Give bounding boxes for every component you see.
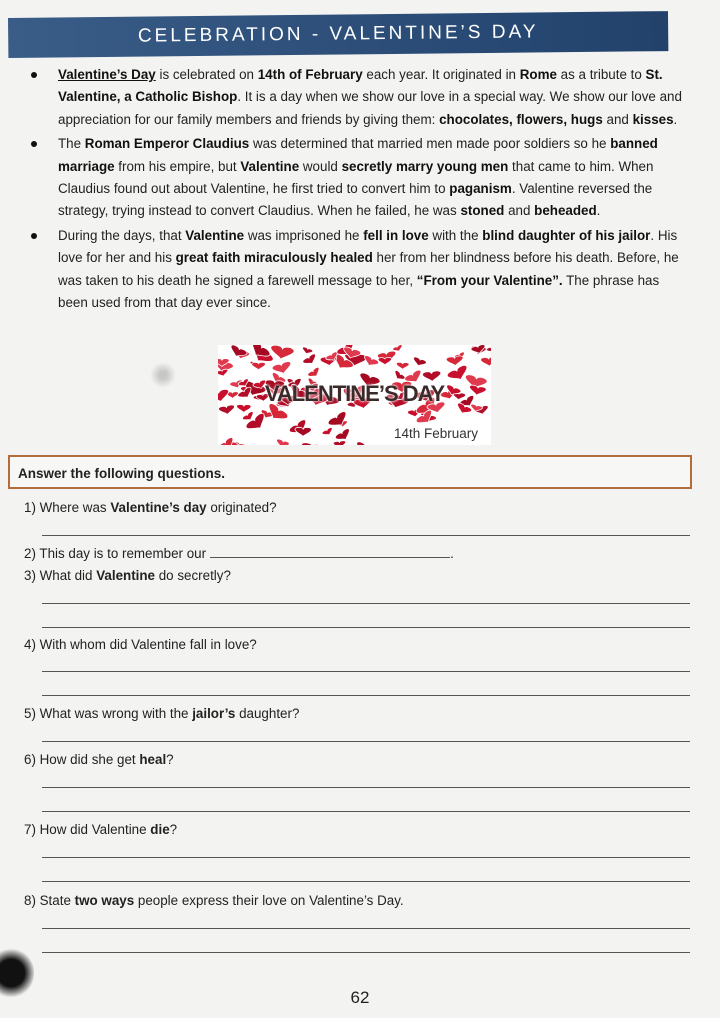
text-fragment: was determined that married men made poor soldiers so he bbox=[249, 136, 611, 152]
question-4 bbox=[24, 637, 257, 652]
text-fragment: daughter? bbox=[235, 706, 300, 721]
text-fragment: Roman Emperor Claudius bbox=[84, 136, 250, 152]
heart-shape bbox=[480, 357, 491, 368]
heart-shape bbox=[218, 369, 229, 378]
bullet-list bbox=[28, 64, 688, 314]
text-fragment: 4) With whom did Valentine fall in love? bbox=[24, 637, 257, 652]
answer-line[interactable] bbox=[42, 928, 690, 929]
text-fragment: would bbox=[299, 158, 342, 174]
text-fragment: die bbox=[150, 822, 170, 837]
answer-line[interactable] bbox=[42, 952, 690, 953]
question-3 bbox=[24, 568, 231, 583]
text-fragment: Rome bbox=[519, 67, 557, 82]
text-fragment: secretly marry young men bbox=[341, 158, 509, 174]
page-title: CELEBRATION - VALENTINE’S DAY bbox=[137, 21, 539, 47]
answer-line[interactable] bbox=[42, 741, 690, 742]
text-fragment: Valentine bbox=[240, 158, 300, 174]
text-fragment: banned marriage bbox=[58, 136, 658, 174]
text-fragment: The bbox=[58, 136, 85, 152]
text-fragment: two ways bbox=[74, 893, 135, 908]
text-fragment: “From your Valentine”. bbox=[416, 272, 563, 288]
text-fragment: jailor’s bbox=[192, 706, 236, 721]
question-7 bbox=[24, 822, 177, 837]
text-fragment: kisses bbox=[632, 111, 674, 127]
text-fragment: During the days, that bbox=[58, 227, 186, 243]
text-fragment: blind daughter of his jailor bbox=[482, 227, 651, 243]
text-fragment: chocolates, flowers, hugs bbox=[439, 111, 603, 127]
bullet-paragraph-2 bbox=[28, 133, 688, 223]
heart-shape bbox=[302, 353, 319, 368]
heart-shape bbox=[300, 442, 323, 445]
text-fragment: . bbox=[596, 203, 601, 219]
valentines-hearts-image bbox=[218, 345, 491, 445]
heart-shape bbox=[486, 345, 491, 354]
text-fragment: from his empire, but bbox=[114, 158, 241, 174]
text-fragment: fell in love bbox=[363, 227, 429, 243]
text-fragment: 8) State bbox=[24, 893, 75, 908]
answer-line[interactable] bbox=[42, 857, 690, 858]
text-fragment: Valentine’s Day bbox=[58, 67, 156, 82]
bullet-paragraph-3 bbox=[28, 225, 688, 315]
heart-shape bbox=[252, 362, 266, 370]
text-fragment: . His love for her and his bbox=[58, 227, 678, 266]
text-fragment: . Valentine reversed the strategy, trying instead to convert Claudius. When he failed, he was bbox=[58, 181, 653, 219]
text-fragment: as a tribute to bbox=[556, 67, 646, 82]
heart-shape bbox=[353, 441, 375, 445]
heart-shape bbox=[378, 357, 392, 365]
heart-shape bbox=[295, 427, 312, 437]
text-fragment: and bbox=[602, 111, 633, 127]
text-fragment: ? bbox=[166, 752, 174, 767]
text-fragment: St. Valentine, a Catholic Bishop bbox=[58, 67, 663, 105]
text-fragment: 3) What did bbox=[24, 568, 97, 583]
answer-line[interactable] bbox=[42, 627, 690, 628]
fill-in-blank[interactable] bbox=[210, 545, 450, 558]
text-fragment: The phrase has been used from that day ever since. bbox=[58, 272, 660, 311]
heart-shape bbox=[301, 346, 313, 355]
text-fragment: 7) How did Valentine bbox=[24, 822, 151, 837]
answer-line[interactable] bbox=[42, 787, 690, 788]
question-6 bbox=[24, 752, 174, 767]
text-fragment: was imprisoned he bbox=[244, 227, 364, 243]
answer-line[interactable] bbox=[42, 603, 690, 604]
heart-shape bbox=[411, 356, 427, 368]
scan-smudge bbox=[150, 362, 176, 388]
text-fragment: 2) This day is to remember our bbox=[24, 546, 207, 561]
text-fragment: do secretly? bbox=[155, 568, 231, 583]
heart-shape bbox=[322, 427, 335, 438]
text-fragment: people express their love on Valentine’s Day. bbox=[134, 893, 404, 908]
text-fragment: . It is a day when we show our love in a special way. We show our love and appreciation for our family members and friends by giving them: bbox=[58, 89, 682, 127]
heart-shape bbox=[396, 362, 409, 370]
heart-shape bbox=[275, 438, 290, 445]
answer-line[interactable] bbox=[42, 671, 690, 672]
questions-header: Answer the following questions. bbox=[18, 466, 226, 481]
text-fragment: that came to him. When Claudius found out about Valentine, he first tried to convert him to bbox=[58, 158, 654, 197]
questions-header-box bbox=[8, 455, 692, 489]
question-5 bbox=[24, 706, 299, 721]
text-fragment: 5) What was wrong with the bbox=[24, 706, 193, 721]
text-fragment: great faith miraculously healed bbox=[175, 250, 373, 266]
text-fragment: with the bbox=[428, 227, 483, 243]
text-fragment: Valentine’s day bbox=[110, 500, 207, 515]
question-1 bbox=[24, 500, 277, 515]
question-8 bbox=[24, 893, 404, 908]
text-fragment: originated? bbox=[206, 500, 277, 515]
answer-line[interactable] bbox=[42, 535, 690, 536]
page-number: 62 bbox=[350, 988, 370, 1007]
text-fragment: her from her blindness before his death. Before, he was taken to his death he signed a farewell message to her, bbox=[58, 250, 679, 288]
text-fragment: stoned bbox=[460, 203, 505, 219]
text-fragment: paganism bbox=[449, 181, 512, 197]
answer-line[interactable] bbox=[42, 881, 690, 882]
text-fragment: heal bbox=[139, 752, 167, 767]
text-fragment: . bbox=[673, 111, 678, 127]
text-fragment: ? bbox=[169, 822, 178, 837]
heart-shape bbox=[362, 355, 380, 370]
text-fragment: and bbox=[504, 203, 535, 219]
answer-line[interactable] bbox=[42, 695, 690, 696]
heart-shape bbox=[228, 345, 248, 360]
text-fragment: . bbox=[450, 546, 454, 561]
text-fragment: Valentine bbox=[96, 568, 155, 583]
text-fragment: beheaded bbox=[534, 203, 597, 219]
image-date: 14th February bbox=[391, 426, 481, 441]
question-2 bbox=[24, 545, 454, 561]
bullet-paragraph-1 bbox=[28, 64, 688, 131]
text-fragment: Valentine bbox=[185, 227, 245, 243]
heart-shape bbox=[333, 440, 346, 445]
text-fragment: 14th of February bbox=[257, 67, 363, 82]
image-title: VALENTINE’S DAY bbox=[264, 381, 445, 406]
heart-shape bbox=[446, 355, 464, 366]
title-banner bbox=[8, 11, 668, 58]
text-fragment: 1) Where was bbox=[24, 500, 111, 515]
text-fragment: each year. It originated in bbox=[362, 67, 520, 82]
answer-line[interactable] bbox=[42, 811, 690, 812]
text-fragment: is celebrated on bbox=[155, 67, 258, 82]
text-fragment: 6) How did she get bbox=[24, 752, 140, 767]
